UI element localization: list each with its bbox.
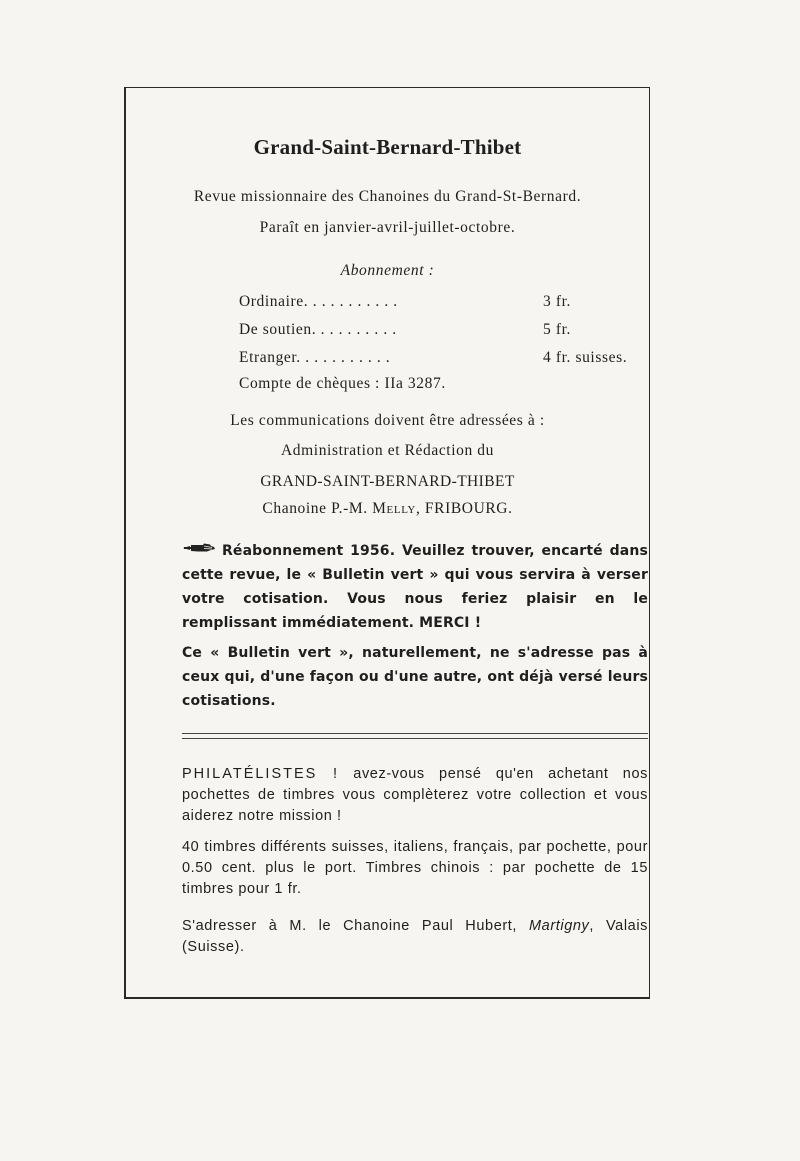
rate-price: 4 fr. suisses. — [543, 349, 628, 366]
philately-intro — [182, 764, 648, 827]
contact-suffix: , Valais (Suisse). — [182, 918, 648, 955]
rate-row-soutien — [239, 321, 659, 349]
philately-intro-text: avez-vous pensé qu'en achetant nos pochettes de timbres vous complèterez votre collection et vous aiderez notre mission ! — [182, 766, 648, 824]
rate-row-etranger — [239, 349, 659, 377]
address-prefix: Chanoine P.-M. — [262, 500, 373, 517]
philately-lead: PHILATÉLISTES ! — [182, 766, 340, 782]
communications-address — [126, 500, 649, 518]
communications-publication: GRAND-SAINT-BERNARD-THIBET — [260, 473, 515, 490]
renewal-notice — [182, 539, 648, 635]
subscription-rates — [239, 293, 659, 377]
rate-price: 5 fr. — [543, 321, 571, 338]
double-rule-divider — [182, 733, 648, 739]
communications-intro: Les communications doivent être adressées à : — [230, 412, 545, 429]
rate-price: 3 fr. — [543, 293, 571, 310]
subscription-heading: Abonnement : — [340, 262, 435, 279]
philately-contact — [182, 916, 648, 958]
philately-offer: 40 timbres différents suisses, italiens, français, par pochette, pour 0.50 cent. plus le port. Timbres chinois : par pochette de 15 timbres pour 1 fr. — [182, 839, 648, 897]
rate-label: De soutien. . . . . . . . . . — [239, 321, 397, 338]
contact-prefix: S'adresser à M. le Chanoine Paul Hubert, — [182, 918, 529, 934]
cheque-account: Compte de chèques : IIa 3287. — [239, 375, 446, 392]
pointing-hand-icon — [182, 538, 216, 562]
bulletin-note: Ce « Bulletin vert », naturellement, ne s'adresse pas à ceux qui, d'une façon ou d'une autre, ont déjà versé leurs cotisations. — [182, 645, 648, 709]
rate-label: Etranger. . . . . . . . . . . — [239, 349, 391, 366]
page-title: Grand-Saint-Bernard-Thibet — [253, 135, 522, 159]
publication-frequency: Paraît en janvier-avril-juillet-octobre. — [259, 219, 516, 236]
rate-row-ordinaire — [239, 293, 659, 321]
rate-label: Ordinaire. . . . . . . . . . . — [239, 293, 398, 310]
page-frame — [124, 87, 650, 999]
subtitle: Revue missionnaire des Chanoines du Grand-St-Bernard. — [193, 188, 582, 205]
address-suffix: , FRIBOURG. — [415, 500, 513, 517]
contact-place: Martigny — [529, 918, 590, 934]
renewal-notice-text: Réabonnement 1956. Veuillez trouver, encarté dans cette revue, le « Bulletin vert » qui vous servira à verser votre cotisation. Vous nous feriez plaisir en le remplissant immédiatement. MERCI ! — [182, 543, 648, 631]
address-name: Melly — [372, 500, 416, 517]
communications-administration: Administration et Rédaction du — [280, 442, 494, 459]
